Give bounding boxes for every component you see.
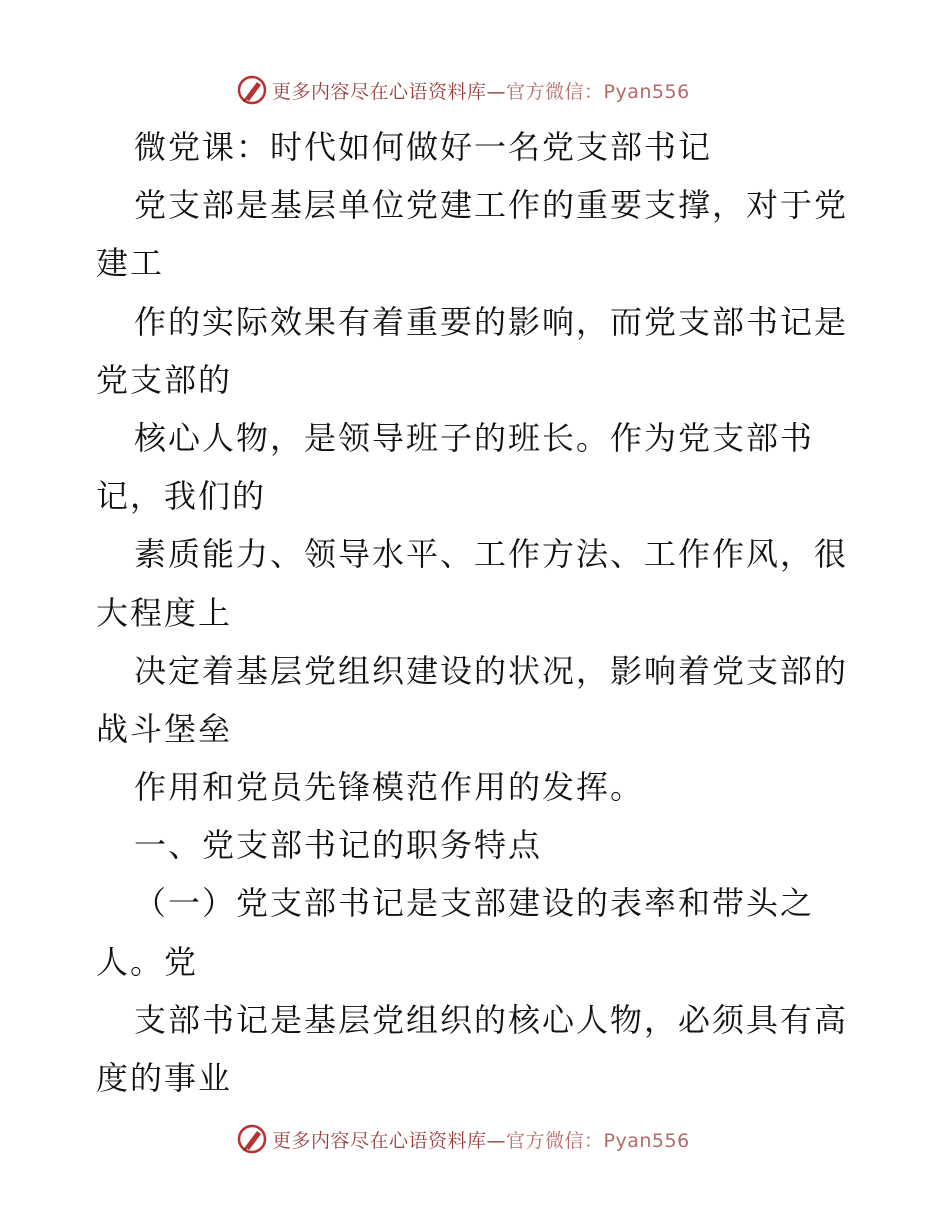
paragraph-line: 决定着基层党组织建设的状况，影响着党支部的 xyxy=(134,651,849,690)
paragraph-line: 人。党 xyxy=(96,942,199,981)
paragraph-line: 党支部是基层单位党建工作的重要支撑，对于党 xyxy=(134,186,849,225)
header-watermark-banner xyxy=(236,73,716,107)
subsection-heading-line: （一）党支部书记是支部建设的表率和带头之 xyxy=(134,884,815,923)
paragraph-line: 战斗堡垒 xyxy=(96,709,233,748)
paragraph-line: 作用和党员先锋模范作用的发挥。 xyxy=(134,768,645,807)
section-heading: 一、党支部书记的职务特点 xyxy=(134,826,543,865)
paragraph-line: 度的事业 xyxy=(96,1059,233,1097)
paragraph-line: 素质能力、领导水平、工作方法、工作作风，很 xyxy=(134,535,849,574)
footer-watermark-banner xyxy=(236,1122,716,1156)
paragraph-line: 建工 xyxy=(96,244,165,283)
paragraph-line: 党支部的 xyxy=(96,360,233,399)
pen-logo-icon xyxy=(236,1123,268,1155)
pen-logo-icon xyxy=(236,74,268,106)
paragraph-line: 支部书记是基层党组织的核心人物，必须具有高 xyxy=(134,1000,849,1039)
paragraph-line: 大程度上 xyxy=(96,593,233,632)
banner-text: 更多内容尽在心语资料库—官方微信：Pyan556 xyxy=(272,80,690,103)
document-body xyxy=(96,118,856,1107)
paragraph-line: 记，我们的 xyxy=(96,477,267,516)
paragraph-line: 作的实际效果有着重要的影响，而党支部书记是 xyxy=(134,302,849,341)
banner-text: 更多内容尽在心语资料库—官方微信：Pyan556 xyxy=(272,1129,690,1152)
paragraph-line: 核心人物，是领导班子的班长。作为党支部书 xyxy=(134,418,815,457)
document-title: 微党课：时代如何做好一名党支部书记 xyxy=(134,128,713,166)
